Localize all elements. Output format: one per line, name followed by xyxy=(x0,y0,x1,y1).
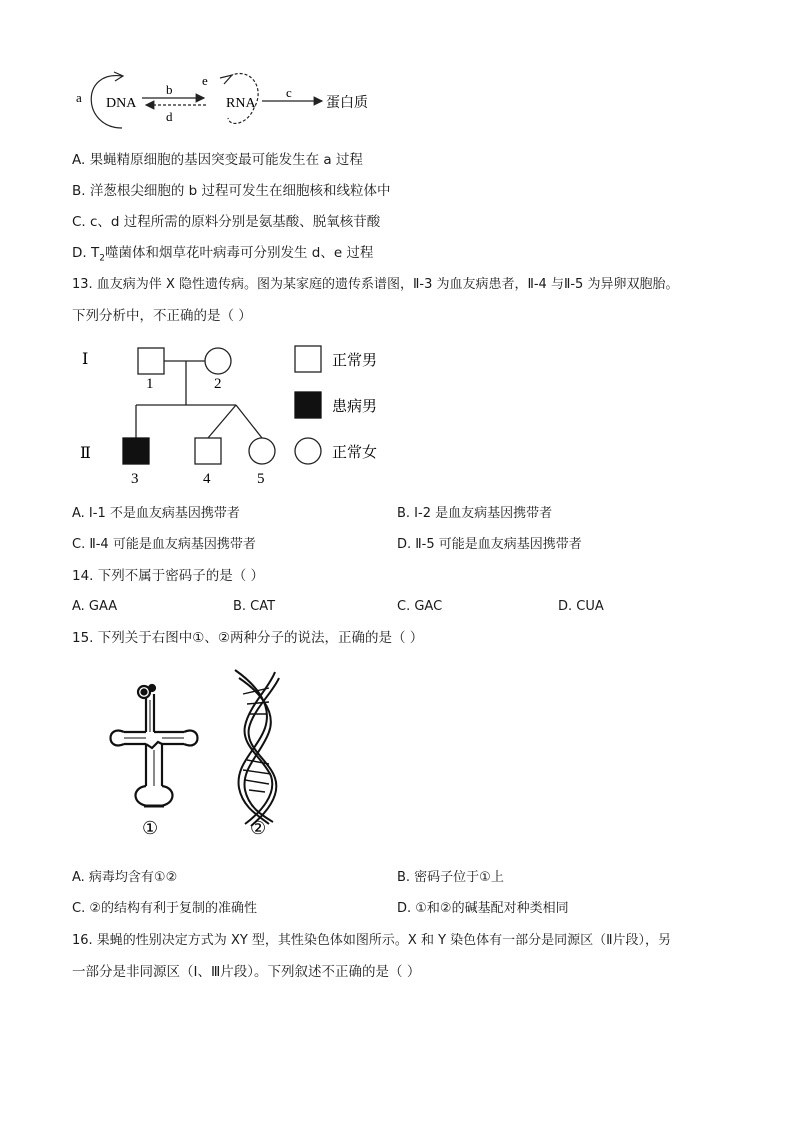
q14-option-d[interactable]: D. CUA xyxy=(558,599,604,614)
q12-option-d[interactable] xyxy=(72,244,373,268)
generation-1-label: Ⅰ xyxy=(82,351,89,368)
q14-stem: 14. 下列不属于密码子的是（ ） xyxy=(72,568,265,584)
individual-4-number: 4 xyxy=(203,471,211,487)
q12-option-d-text: 噬菌体和烟草花叶病毒可分别发生 d、e 过程 xyxy=(104,245,374,261)
q12-option-c[interactable]: C. c、d 过程所需的原料分别是氨基酸、脱氧核苷酸 xyxy=(72,214,381,230)
q13-option-b[interactable]: B. Ⅰ-2 是血友病基因携带者 xyxy=(397,506,553,521)
q14-option-a[interactable]: A. GAA xyxy=(72,599,118,614)
dna-helix-figure xyxy=(225,664,295,844)
q15-option-d[interactable]: D. ①和②的碱基配对种类相同 xyxy=(397,901,569,916)
individual-3-number: 3 xyxy=(131,471,139,487)
label-c: c xyxy=(286,85,292,100)
q15-option-b[interactable]: B. 密码子位于①上 xyxy=(397,870,504,885)
individual-2-normal-female xyxy=(205,348,231,374)
q16-stem-line1: 16. 果蝇的性别决定方式为 XY 型，其性染色体如图所示。X 和 Y 染色体有一部分是同源区（Ⅱ片段），另 xyxy=(72,933,672,948)
legend-affected-male-label: 患病男 xyxy=(332,397,378,415)
rna-label: RNA xyxy=(226,96,256,111)
individual-1-number: 1 xyxy=(146,376,154,392)
q13-stem-line2: 下列分析中，不正确的是（ ） xyxy=(72,308,252,324)
q13-stem-line1: 13. 血友病为伴 X 隐性遗传病。图为某家庭的遗传系谱图，Ⅱ-3 为血友病患者，Ⅱ-4 与Ⅱ-5 为异卵双胞胎。 xyxy=(72,277,679,292)
individual-1-normal-male xyxy=(138,348,164,374)
q14-option-b[interactable]: B. CAT xyxy=(233,599,276,614)
label-b: b xyxy=(166,82,173,97)
figure-1-label: ① xyxy=(142,818,159,838)
q12-option-a[interactable]: A. 果蝇精原细胞的基因突变最可能发生在 a 过程 xyxy=(72,152,363,168)
individual-5-normal-female xyxy=(249,438,275,464)
legend-normal-male-label: 正常男 xyxy=(332,351,378,369)
q14-option-c[interactable]: C. GAC xyxy=(397,599,443,614)
protein-label: 蛋白质 xyxy=(326,96,368,111)
figure-2-label: ② xyxy=(250,818,267,838)
central-dogma-diagram xyxy=(70,68,390,138)
q12-option-d-prefix: D. T xyxy=(72,245,100,261)
q15-stem: 15. 下列关于右图中①、②两种分子的说法，正确的是（ ） xyxy=(72,630,424,646)
individual-2-number: 2 xyxy=(214,376,222,392)
q13-option-c[interactable]: C. Ⅱ-4 可能是血友病基因携带者 xyxy=(72,537,256,552)
legend-normal-female-label: 正常女 xyxy=(332,443,378,461)
q15-option-c[interactable]: C. ②的结构有利于复制的准确性 xyxy=(72,901,257,916)
label-a: a xyxy=(76,90,82,105)
q12-option-b[interactable]: B. 洋葱根尖细胞的 b 过程可发生在细胞核和线粒体中 xyxy=(72,183,391,199)
q13-option-a[interactable]: A. Ⅰ-1 不是血友病基因携带者 xyxy=(72,506,240,521)
dna-label: DNA xyxy=(106,96,137,111)
label-e: e xyxy=(202,73,208,88)
legend-normal-male-icon xyxy=(295,346,321,372)
q12-option-d-sub: 2 xyxy=(99,253,105,264)
individual-5-number: 5 xyxy=(257,471,265,487)
pedigree-chart xyxy=(70,338,400,488)
legend-normal-female-icon xyxy=(295,438,321,464)
generation-2-label: Ⅱ xyxy=(80,445,91,462)
q13-option-d[interactable]: D. Ⅱ-5 可能是血友病基因携带者 xyxy=(397,537,582,552)
q16-stem-line2: 一部分是非同源区（Ⅰ、Ⅲ片段）。下列叙述不正确的是（ ） xyxy=(72,964,421,980)
individual-4-normal-male xyxy=(195,438,221,464)
trna-figure xyxy=(100,664,210,844)
legend-affected-male-icon xyxy=(295,392,321,418)
individual-3-affected-male xyxy=(123,438,149,464)
label-d: d xyxy=(166,109,173,124)
q15-option-a[interactable]: A. 病毒均含有①② xyxy=(72,870,178,885)
